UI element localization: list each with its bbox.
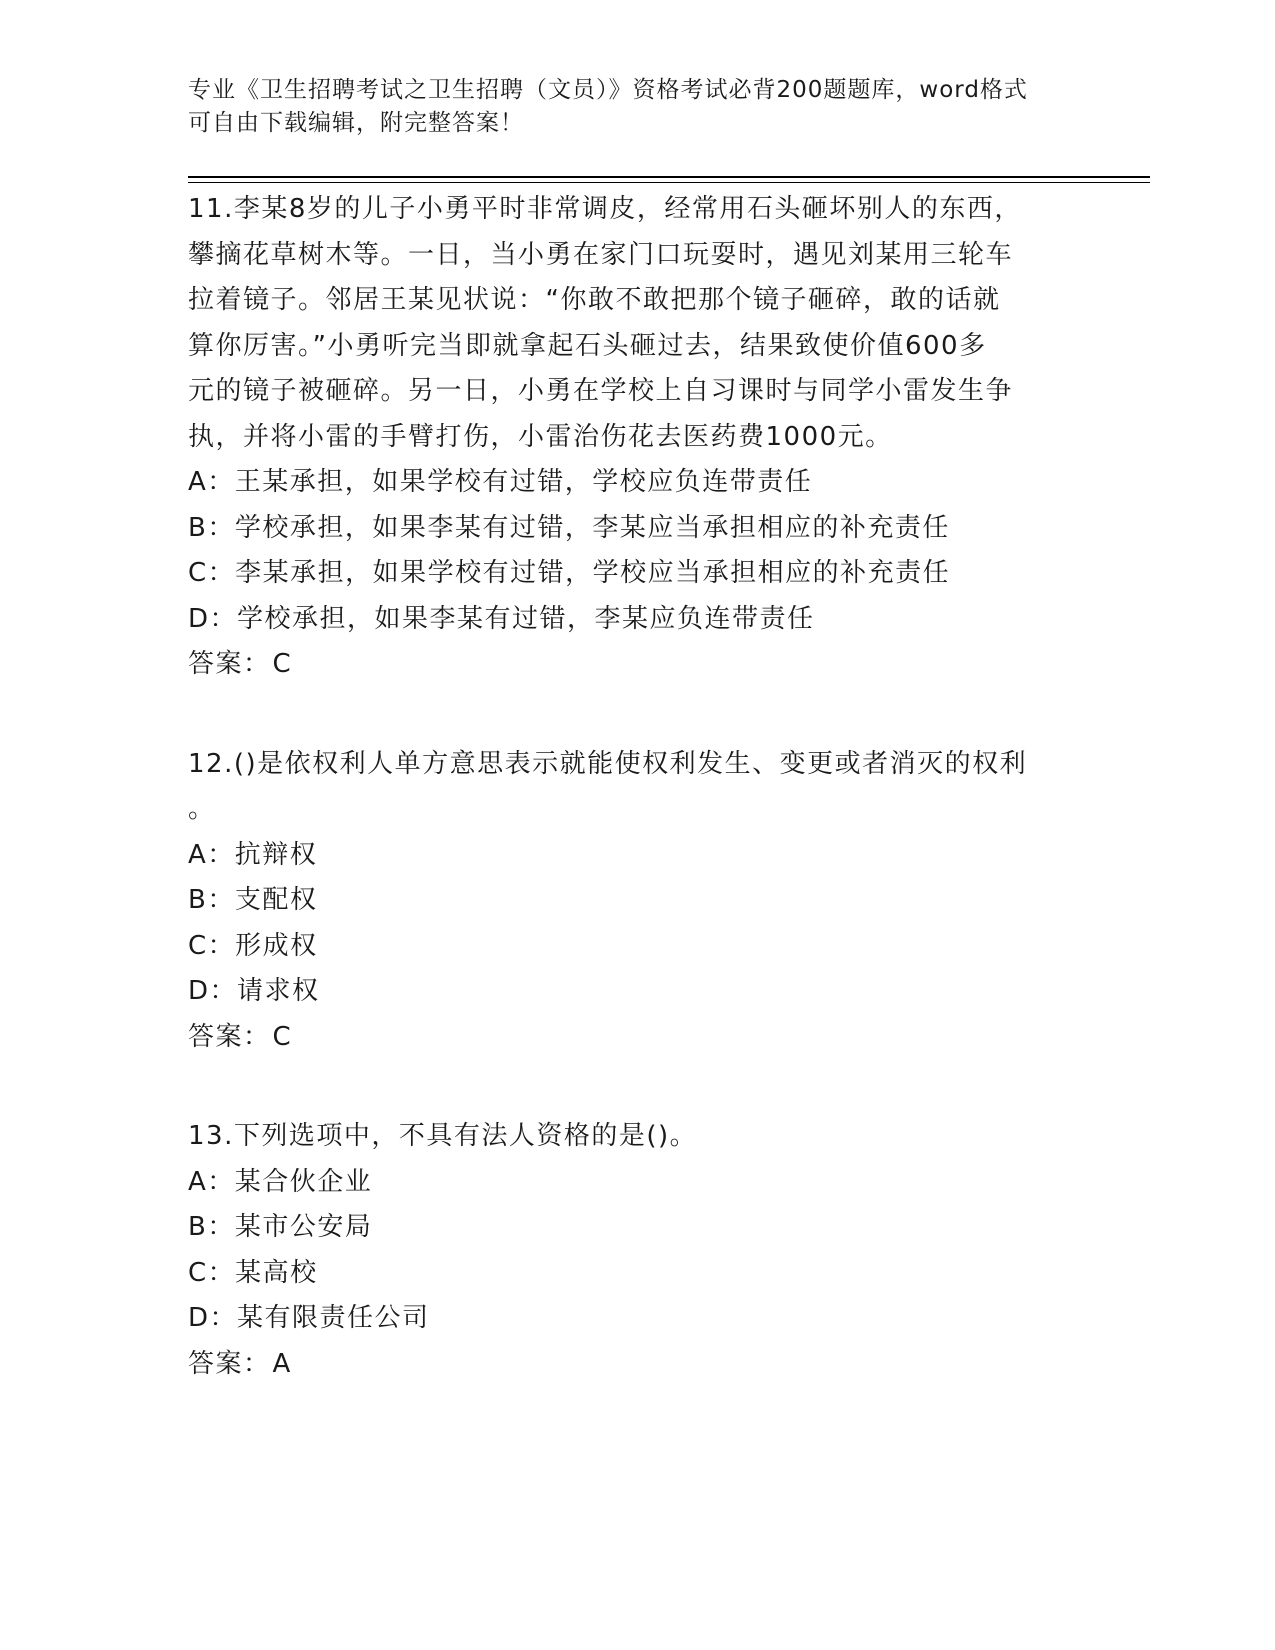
- option-b: B：支配权: [188, 885, 318, 915]
- stem-line: 元的镜子被砸碎。另一日，小勇在学校上自习课时与同学小雷发生争: [188, 376, 1014, 406]
- header-line-1: 专业《卫生招聘考试之卫生招聘（文员）》资格考试必背200题题库，word格式: [188, 77, 1028, 103]
- stem-line: 12.()是依权利人单方意思表示就能使权利发生、变更或者消灭的权利: [188, 748, 1028, 779]
- question-12: [188, 742, 1088, 1061]
- stem-line: 13.下列选项中，不具有法人资格的是()。: [188, 1121, 698, 1151]
- answer-label: 答案：: [188, 649, 271, 679]
- stem-line: 攀摘花草树木等。一日，当小勇在家门口玩耍时，遇见刘某用三轮车: [188, 239, 1014, 270]
- option-d: D：请求权: [188, 976, 320, 1006]
- document-header: [188, 74, 1068, 140]
- answer-value: C: [272, 649, 293, 679]
- stem-line: 拉着镜子。邻居王某见状说：“你敢不敢把那个镜子砸碎，敢的话就: [188, 285, 1001, 315]
- option-b: B：某市公安局: [188, 1212, 373, 1242]
- answer-label: 答案：: [188, 1021, 271, 1052]
- question-13: [188, 1114, 1088, 1387]
- option-d: D：学校承担，如果李某有过错，李某应负连带责任: [188, 603, 815, 634]
- answer-value: A: [272, 1348, 292, 1379]
- option-c: C：形成权: [188, 930, 318, 961]
- stem-line: 执，并将小雷的手臂打伤，小雷治伤花去医药费1000元。: [188, 421, 893, 452]
- question-stem: [188, 187, 1088, 460]
- stem-line: 。: [188, 794, 216, 824]
- option-a: A：某合伙企业: [188, 1166, 373, 1197]
- header-rule-thin: [188, 182, 1150, 183]
- answer-line: [188, 1342, 1088, 1388]
- option-c: C：某高校: [188, 1257, 318, 1288]
- question-list: [188, 187, 1088, 1441]
- option-b: B：学校承担，如果李某有过错，李某应当承担相应的补充责任: [188, 512, 950, 543]
- answer-line: [188, 642, 1088, 688]
- header-rule-thick: [188, 176, 1150, 178]
- question-stem: [188, 1114, 1088, 1160]
- stem-line: 11.李某8岁的儿子小勇平时非常调皮，经常用石头砸坏别人的东西，: [188, 194, 1022, 224]
- option-d: D：某有限责任公司: [188, 1303, 430, 1333]
- answer-line: [188, 1015, 1088, 1061]
- question-stem: [188, 742, 1088, 833]
- stem-line: 算你厉害。”小勇听完当即就拿起石头砸过去，结果致使价值600多: [188, 330, 987, 361]
- answer-label: 答案：: [188, 1348, 271, 1379]
- option-c: C：李某承担，如果学校有过错，学校应当承担相应的补充责任: [188, 558, 951, 588]
- header-line-2: 可自由下载编辑，附完整答案！: [188, 110, 524, 136]
- option-a: A：抗辩权: [188, 839, 318, 870]
- question-11: [188, 187, 1088, 688]
- answer-value: C: [272, 1021, 293, 1052]
- option-a: A：王某承担，如果学校有过错，学校应负连带责任: [188, 467, 813, 497]
